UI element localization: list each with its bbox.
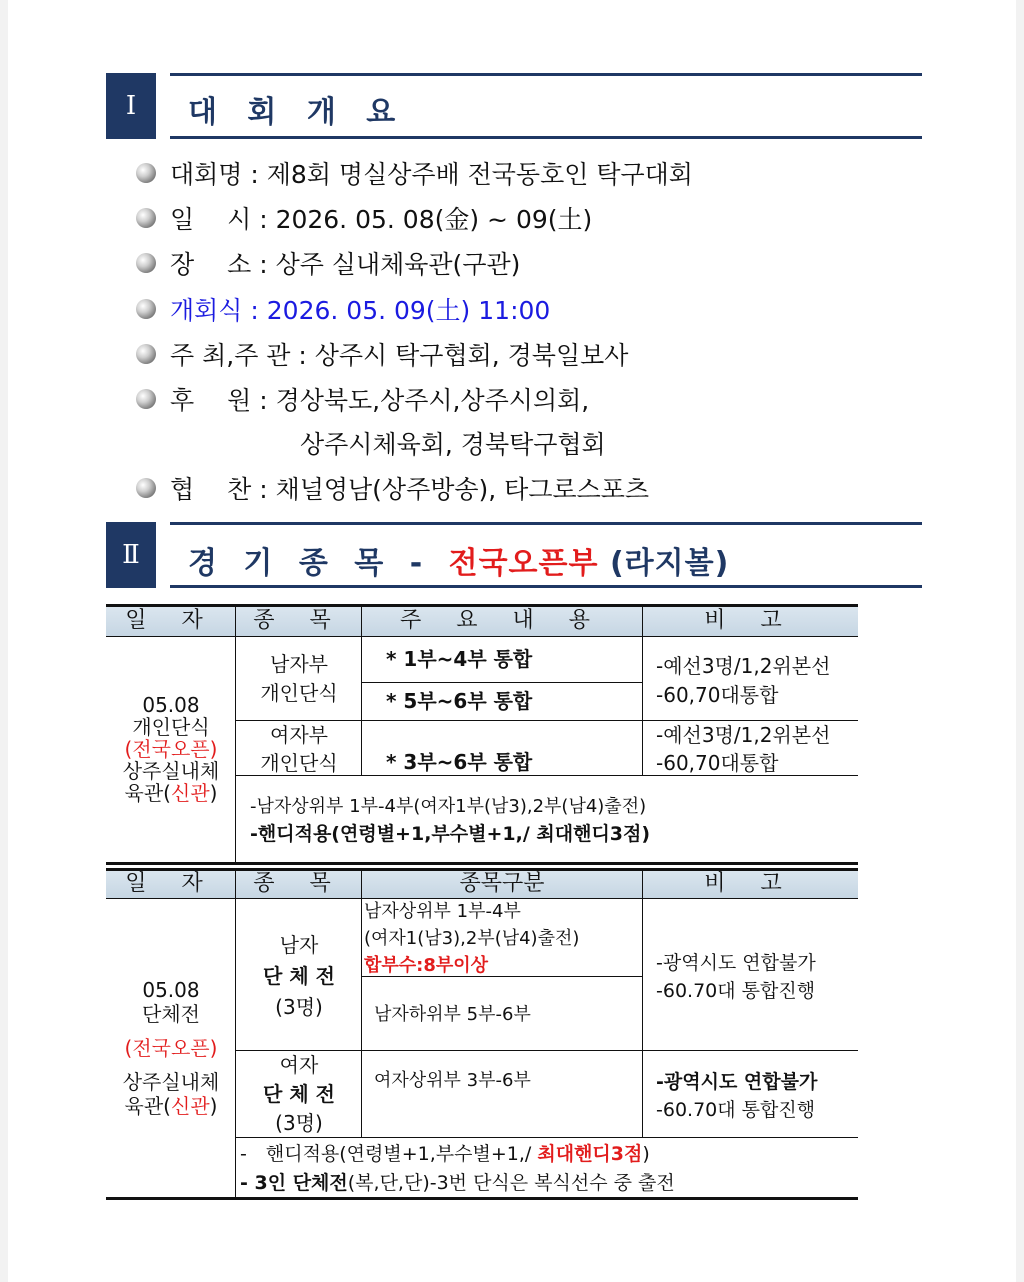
women-team-note-2: -60.70대 통합진행	[656, 1099, 816, 1121]
men-team-note-1: -광역시도 연합불가	[656, 952, 816, 974]
section-1-top-rule	[170, 73, 922, 76]
men-team-event-cell	[236, 930, 362, 1023]
women-team-event-cell	[236, 1051, 362, 1138]
bullet-icon	[136, 344, 156, 364]
section-1-header	[106, 73, 922, 139]
info-opening-text: 개회식 : 2026. 05. 09(土) 11:00	[170, 296, 551, 325]
col-header-note: 비 고	[704, 871, 796, 896]
footnote2-text: (복,단,단)-3번 단식은 복식선수 중 출전	[347, 1172, 675, 1194]
info-item-venue	[136, 250, 520, 280]
men-content-1: * 1부~4부 통합	[386, 647, 533, 671]
rule	[106, 1197, 858, 1200]
rule	[106, 636, 858, 637]
info-host-text: 주 최,주 관 : 상주시 탁구협회, 경북일보사	[170, 341, 629, 370]
document-page	[8, 0, 1016, 1282]
rule	[642, 868, 643, 1137]
women-division: 여자상위부 3부-6부	[374, 1070, 531, 1091]
bullet-icon	[136, 208, 156, 228]
women-team-note-cell	[656, 1068, 817, 1124]
rule	[362, 682, 642, 683]
section-1-bottom-rule	[170, 136, 922, 139]
col-header-event: 종 목	[253, 871, 345, 896]
col-header-division: 종목구분	[459, 871, 545, 896]
men-division-lower: 남자하위부 5부-6부	[374, 1004, 531, 1025]
rule	[106, 604, 858, 607]
day-cell	[106, 978, 236, 1118]
footnote2-bold: - 3인 단체전	[240, 1172, 348, 1194]
info-item-name	[136, 160, 693, 190]
men-team-line1: 남자	[279, 933, 319, 957]
men-event-line2: 개인단식	[260, 681, 338, 705]
bullet-icon	[136, 389, 156, 409]
men-note-cell	[656, 652, 830, 710]
bullet-icon	[136, 253, 156, 273]
rule	[106, 862, 858, 865]
venue-red: 신관	[171, 781, 210, 805]
women-event-line2: 개인단식	[260, 751, 338, 775]
men-team-note-2: -60.70대 통합진행	[656, 980, 816, 1002]
day-date: 05.08	[142, 693, 200, 717]
col-header-event: 종 목	[253, 608, 345, 633]
info-item-opening	[136, 296, 550, 326]
table2-footnote-2	[240, 1170, 675, 1196]
women-team-note-1: -광역시도 연합불가	[656, 1071, 818, 1093]
info-date-text: 일 시 : 2026. 05. 08(金) ~ 09(土)	[170, 205, 593, 234]
venue-close: )	[209, 781, 218, 805]
table2-footnote-1	[240, 1141, 650, 1167]
day-open: (전국오픈)	[124, 1036, 218, 1060]
bullet-icon	[136, 478, 156, 498]
venue-text: 육관(	[124, 1094, 171, 1118]
footnote1-red: 최대핸디3점	[537, 1143, 643, 1165]
men-event-line1: 남자부	[270, 652, 328, 676]
men-content-2: * 5부~6부 통합	[386, 689, 533, 713]
venue-close: )	[209, 1094, 218, 1118]
section-2-top-rule	[170, 522, 922, 525]
day-open: (전국오픈)	[124, 737, 218, 761]
info-item-sponsor	[136, 386, 589, 416]
men-team-line2: 단 체 전	[263, 964, 335, 988]
day-cell	[106, 694, 236, 804]
section-2-title-red: 전국오픈부	[448, 546, 599, 581]
men-note-1: -예선3명/1,2위본선	[656, 654, 831, 678]
table-team	[106, 868, 858, 1200]
info-venue-text: 장 소 : 상주 실내체육관(구관)	[170, 250, 521, 279]
footnote1-close: )	[642, 1143, 650, 1165]
women-team-line3: (3명)	[275, 1111, 323, 1135]
day-event: 개인단식	[132, 715, 210, 739]
col-header-date: 일 자	[125, 608, 217, 633]
men-event-cell	[236, 650, 362, 708]
women-event-line1: 여자부	[270, 723, 328, 747]
venue-red: 신관	[171, 1094, 210, 1118]
table-individual	[106, 604, 858, 866]
women-event-cell	[236, 721, 362, 777]
section-2-header	[106, 522, 922, 588]
section-2-bottom-rule	[170, 585, 922, 588]
day-venue-line1: 상주실내체	[122, 1070, 220, 1094]
col-header-date: 일 자	[125, 871, 217, 896]
info-item-host	[136, 341, 628, 371]
men-div-line2: (여자1(남3),2부(남4)출전)	[364, 928, 580, 949]
women-team-line2: 단 체 전	[263, 1082, 335, 1106]
men-div-line3: 합부수:8부이상	[364, 955, 489, 976]
section-2-title-main: 경 기 종 목 -	[188, 546, 449, 581]
bullet-icon	[136, 163, 156, 183]
info-sponsor-text: 후 원 : 경상북도,상주시,상주시의회,	[170, 386, 590, 415]
col-header-content: 주 요 내 용	[400, 608, 604, 633]
men-team-line3: (3명)	[275, 995, 323, 1019]
day-event: 단체전	[142, 1002, 200, 1026]
women-note-cell	[656, 721, 830, 777]
section-1-title: 대 회 개 요	[188, 95, 406, 130]
day-venue-line2	[106, 1094, 236, 1118]
info-name-text: 대회명 : 제8회 명실상주배 전국동호인 탁구대회	[170, 160, 693, 189]
women-team-line1: 여자	[279, 1053, 319, 1077]
section-1-number: Ⅰ	[106, 73, 156, 139]
day-date: 05.08	[142, 978, 200, 1002]
section-2-number: Ⅱ	[106, 522, 156, 588]
men-note-2: -60,70대통합	[656, 683, 779, 707]
women-content: * 3부~6부 통합	[386, 750, 533, 774]
section-2-title-tail: (라지볼)	[598, 546, 730, 581]
women-note-2: -60,70대통합	[656, 751, 779, 775]
men-div-line1: 남자상위부 1부-4부	[364, 901, 521, 922]
info-item-cosponsor	[136, 475, 649, 505]
info-sponsor-continued: 상주시체육회, 경북탁구협회	[300, 430, 606, 459]
bullet-icon	[136, 299, 156, 319]
men-division-upper	[364, 898, 579, 979]
women-note-1: -예선3명/1,2위본선	[656, 723, 831, 747]
col-header-note: 비 고	[704, 608, 796, 633]
table1-footnote-1: -남자상위부 1부-4부(여자1부(남3),2부(남4)출전)	[250, 796, 647, 817]
table1-footnote-2: -핸디적용(연령별+1,부수별+1,/ 최대핸디3점)	[250, 823, 651, 845]
venue-text: 육관(	[124, 781, 171, 805]
footnote1-text: - 핸디적용(연령별+1,부수별+1,/	[240, 1143, 538, 1165]
men-team-note-cell	[656, 949, 816, 1005]
info-item-date	[136, 205, 592, 235]
info-cosponsor-text: 협 찬 : 채널영남(상주방송), 타그로스포츠	[170, 475, 650, 504]
day-venue-line2	[106, 782, 236, 804]
section-2-title	[188, 538, 729, 582]
day-venue-line1: 상주실내체	[122, 759, 220, 783]
